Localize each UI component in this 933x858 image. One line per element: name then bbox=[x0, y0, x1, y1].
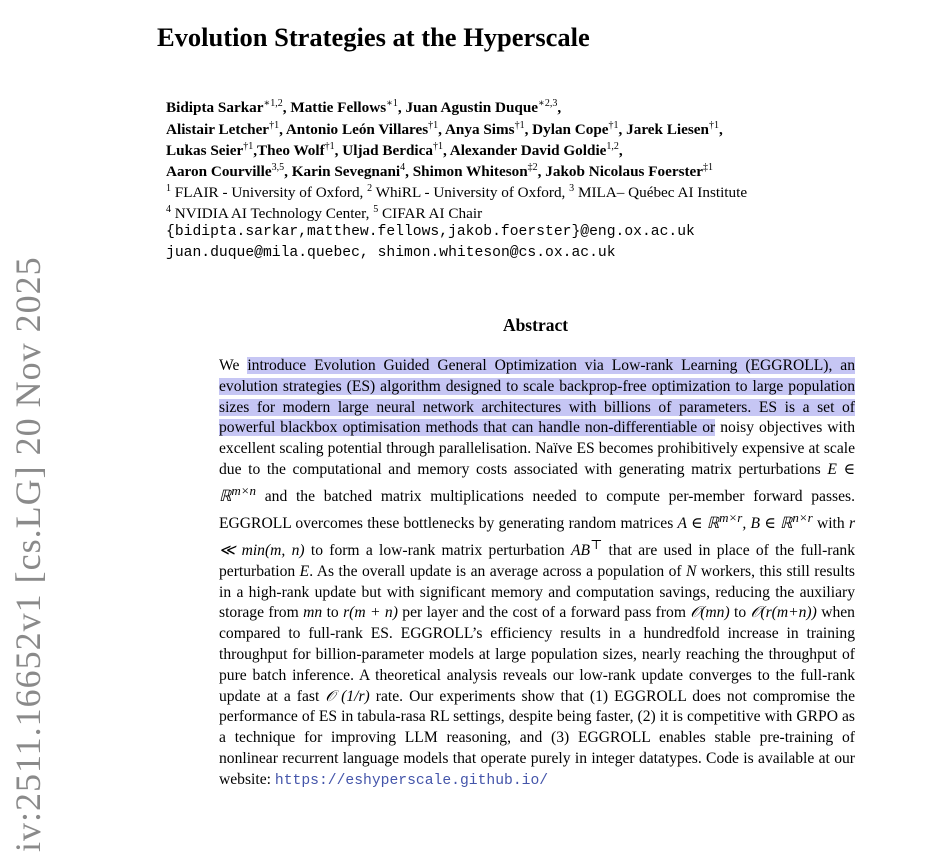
affil-marker: 3 bbox=[569, 183, 575, 194]
author-marker: ‡2 bbox=[527, 162, 538, 173]
author-marker: †1 bbox=[432, 141, 443, 152]
math-inline: 𝒪(mn) bbox=[690, 604, 730, 622]
author-name: Alistair Letcher bbox=[166, 121, 270, 139]
author-marker: 3,5 bbox=[271, 162, 285, 173]
author-marker: 4 bbox=[400, 162, 406, 173]
author-marker: †1 bbox=[269, 120, 280, 131]
abstract-text: per layer and the cost of a forward pass from bbox=[397, 604, 691, 622]
abstract-body bbox=[219, 356, 855, 792]
author-name: Karin Sevegnani bbox=[291, 163, 401, 181]
abstract-text: to bbox=[729, 604, 751, 622]
math-inline: N bbox=[686, 562, 697, 580]
author-marker: †1 bbox=[243, 141, 254, 152]
abstract-text: that are used in place of the full-rank perturbation bbox=[219, 541, 856, 580]
author-name: Juan Agustin Duque bbox=[405, 99, 539, 117]
author-marker: †1 bbox=[708, 120, 719, 131]
affil-text: MILA– Québec AI Institute bbox=[574, 184, 748, 202]
abstract-text: workers, this still results in a high-rank update but with significant memory and computation savings, reducing the auxiliary storage from bbox=[219, 562, 856, 622]
math-inline: 𝒪 (1/r) bbox=[325, 687, 370, 705]
abstract-text: We bbox=[219, 357, 248, 374]
affiliation-line-2 bbox=[166, 200, 482, 224]
abstract-text: when compared to full-rank ES. EGGROLL’s efficiency results in a hundredfold increase in training throughput for billion-parameter models at large population sizes, nearly reaching the throughput of pure batch inference. A theoretical analysis reveals our low-rank update converges to the full-rank update at a fast bbox=[219, 604, 855, 705]
author-line-4: Aaron Courville$^{3,5}$, Karin Sevegnani$^4$, Shimon Whiteson$^{\ddagger 2}$, Jakob Nicolaus Foerster$^{\ddagger 1}$ bbox=[166, 162, 714, 181]
math-inline: E ∈ ℝ$^{m\times n}$ bbox=[219, 460, 855, 505]
affil-text: FLAIR - University of Oxford, bbox=[171, 184, 368, 202]
author-name: Aaron Courville bbox=[166, 163, 272, 181]
affil-text: CIFAR AI Chair bbox=[378, 205, 483, 223]
author-marker: ∗1 bbox=[386, 98, 398, 109]
math-inline: mn bbox=[303, 604, 323, 622]
math-inline: 𝒪(r(m+n)) bbox=[750, 604, 817, 622]
math-inline: r(m + n) bbox=[343, 604, 398, 622]
author-name: Lukas Seier bbox=[166, 142, 244, 160]
author-line-2: Alistair Letcher$^{\dagger 1}$, Antonio León Villares$^{\dagger 1}$, Anya Sims$^{\dagger 1}$, Dylan Cope$^{\dagger 1}$, Jarek Liesen$^{\dagger 1}$, bbox=[166, 120, 723, 139]
author-line-3: Lukas Seier$^{\dagger 1}$,Theo Wolf$^{\dagger 1}$, Uljad Berdica$^{\dagger 1}$, Alexander David Goldie$^{1,2}$, bbox=[166, 141, 623, 160]
author-marker: ∗1,2 bbox=[263, 98, 283, 109]
author-marker: †1 bbox=[324, 141, 335, 152]
affil-text: NVIDIA AI Technology Center, bbox=[171, 205, 374, 223]
author-name: Mattie Fellows bbox=[290, 99, 387, 117]
affil-marker: 5 bbox=[373, 204, 379, 215]
author-name: Shimon Whiteson bbox=[412, 163, 528, 181]
abstract-text: to bbox=[322, 604, 344, 622]
author-name: Jakob Nicolaus Foerster bbox=[545, 163, 704, 181]
author-line-1: Bidipta Sarkar$^{∗1,2}$, Mattie Fellows$^{∗1}$, Juan Agustin Duque$^{∗2,3}$, bbox=[166, 98, 562, 117]
email-duque: juan.duque@mila.quebec bbox=[166, 245, 360, 261]
abstract-text: with bbox=[812, 514, 849, 532]
author-marker: †1 bbox=[514, 120, 525, 131]
abstract-text: rate. Our experiments show that (1) EGGROLL does not compromise the performance of ES in tabula-rasa RL settings, despite being faster, (2) it is competitive with GRPO as a technique for improving LLM reasoning, and (3) EGGROLL enables stable pre-training of nonlinear recurrent language models that operate purely in integer datatypes. Code is available at our website: bbox=[219, 687, 855, 788]
abstract-text: noisy objectives with excellent scaling potential through parallelisation. Naïve ES becomes prohibitively expensive at scale due to the computational and memory costs associated with generating matrix perturbations bbox=[219, 419, 856, 478]
affil-text: WhiRL - University of Oxford, bbox=[372, 184, 570, 202]
affil-marker: 4 bbox=[166, 204, 171, 215]
abstract-text: . As the overall update is an average across a population of bbox=[309, 562, 687, 580]
math-inline: A ∈ ℝ$^{m\times r}$, B ∈ ℝ$^{n\times r}$ bbox=[677, 509, 813, 532]
author-marker: ∗2,3 bbox=[538, 98, 558, 109]
affil-marker: 1 bbox=[166, 183, 171, 194]
email-whiteson: shimon.whiteson@cs.ox.ac.uk bbox=[377, 245, 616, 261]
affil-marker: 2 bbox=[367, 183, 373, 194]
author-marker: 1,2 bbox=[606, 141, 619, 152]
math-inline: AB⊤ bbox=[571, 536, 603, 559]
arxiv-side-stamp: iv:2511.16652v1 [cs.LG] 20 Nov 2025 bbox=[8, 256, 48, 852]
author-name: Antonio León Villares bbox=[285, 121, 429, 139]
author-marker: †1 bbox=[608, 120, 619, 131]
author-name: Uljad Berdica bbox=[342, 142, 433, 160]
abstract-text: and the batched matrix multiplications needed to compute per-member forward passes. EGGROLL overcomes these bottlenecks by generating random matrices bbox=[219, 487, 855, 532]
author-name: Dylan Cope bbox=[532, 121, 609, 139]
highlighted-selection[interactable]: introduce Evolution Guided General Optimization via Low-rank Learning (EGGROLL), an evolution strategies (ES) algorithm designed to scale backprop-free optimization to large population sizes for modern large neural network architectures with billions of parameters. ES is a set of powerful blackbox optimisation methods that can handle non-differentiable or bbox=[219, 357, 855, 437]
author-marker: †1 bbox=[428, 120, 439, 131]
email-line-1: {bidipta.sarkar,matthew.fellows,jakob.foerster}@eng.ox.ac.uk bbox=[166, 224, 695, 240]
author-name: Alexander David Goldie bbox=[449, 142, 607, 160]
author-name: Bidipta Sarkar bbox=[166, 99, 264, 117]
author-name: Anya Sims bbox=[444, 121, 515, 139]
author-name: Theo Wolf bbox=[257, 142, 325, 160]
math-inline: E bbox=[299, 562, 310, 580]
website-link[interactable]: https://eshyperscale.github.io/ bbox=[274, 772, 549, 789]
abstract-text: to form a low-rank matrix perturbation bbox=[304, 541, 571, 559]
abstract-heading: Abstract bbox=[502, 315, 569, 335]
paper-title: Evolution Strategies at the Hyperscale bbox=[157, 22, 590, 52]
email-line-2: juan.duque@mila.quebec, shimon.whiteson@cs.ox.ac.uk bbox=[166, 245, 616, 261]
math-inline: r ≪ min(m, n) bbox=[219, 514, 856, 559]
author-marker: ‡1 bbox=[703, 162, 714, 173]
author-name: Jarek Liesen bbox=[626, 121, 709, 139]
